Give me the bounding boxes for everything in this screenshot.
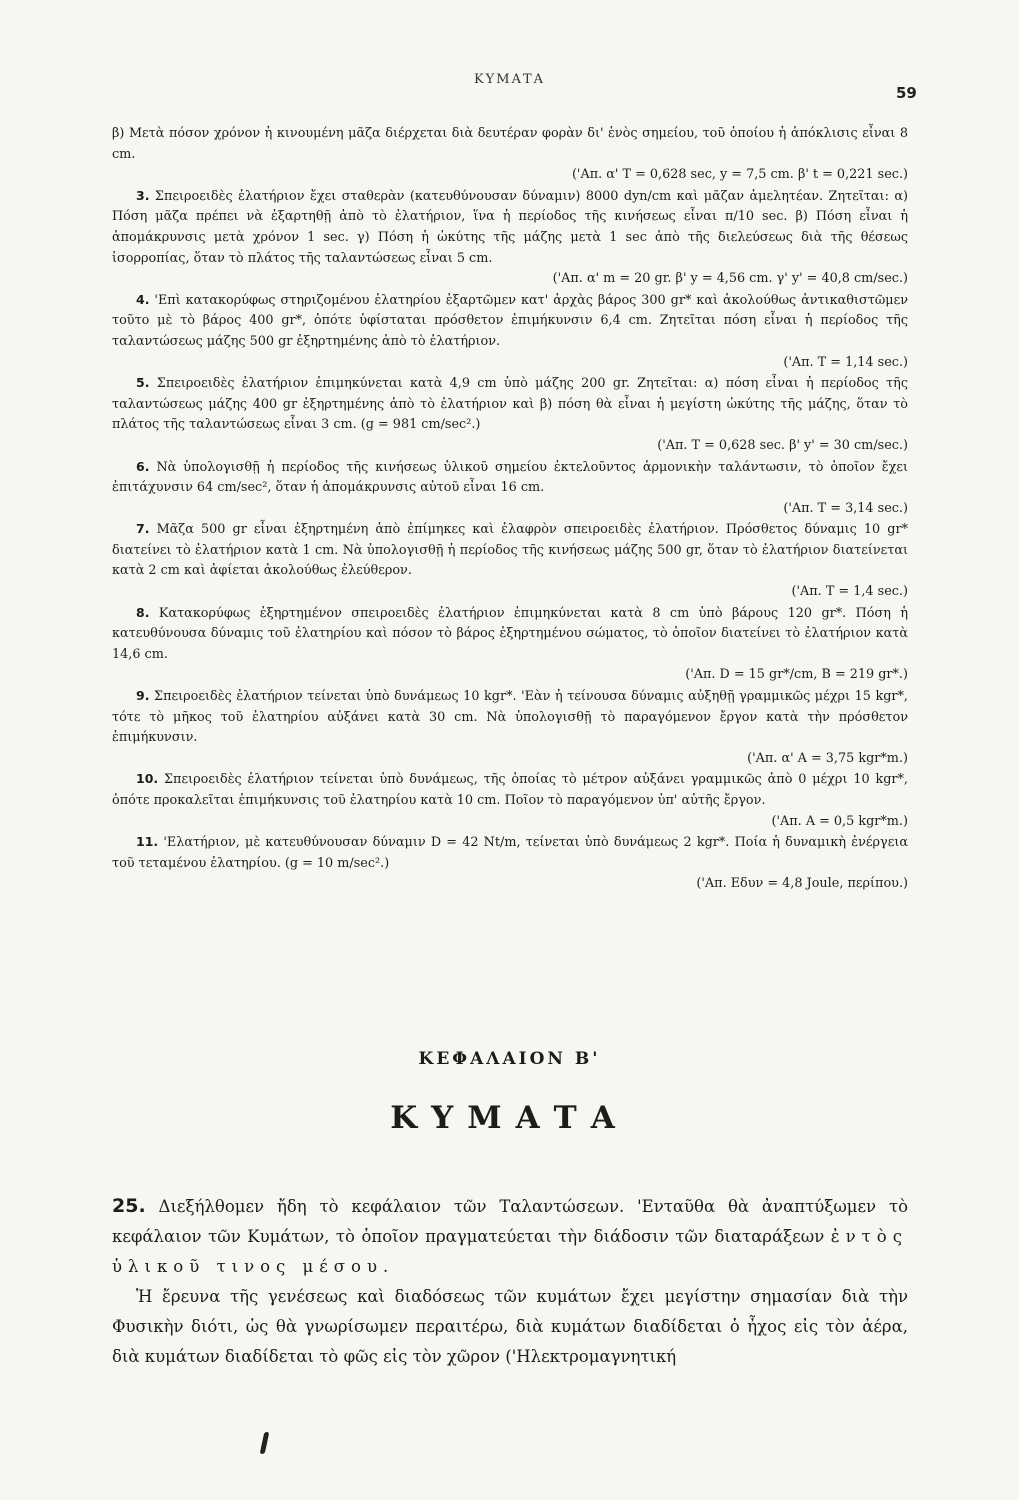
problem-answer: ('Απ. α' m = 20 gr. β' y = 4,56 cm. γ' y' = 40,8 cm/sec.) [552,271,908,287]
problem-5 [112,373,908,436]
problem-11 [112,832,908,874]
problem-number: 5. [136,375,150,391]
problem-6 [112,457,908,499]
problem-4 [112,290,908,353]
emphasized-phrase: ἐντὸς ὑλικοῦ τινος μέσου. [112,1227,908,1276]
problem-text: Μᾶζα 500 gr εἶναι ἐξηρτημένη ἀπὸ ἐπίμηκες καὶ ἐλαφρὸν σπειροειδὲς ἐλατήριον. Πρόσθετος δύναμις 10 gr* διατείνει τὸ ἐλατήριον κατὰ 1 cm. Νὰ ὑπολογισθῇ ἡ περίοδος τῆς κινήσεως μάζης 500 gr, ὅταν τὸ ἐλατήριον διατείνεται κατὰ 2 cm καὶ ἀφίεται ἀκολούθως ἐλεύθερον. [112,522,909,579]
problem-text: Κατακορύφως ἐξηρτημένον σπειροειδὲς ἐλατήριον ἐπιμηκύνεται κατὰ 8 cm ὑπὸ βάρους 120 gr*. Πόση ἡ κατευθύνουσα δύναμις τοῦ ἐλατηρίου καὶ πόσον τὸ βάρος ἐξηρτημένου σώματος, τὸ ὁποῖον διατείνει τὸ ἐλατήριον κατὰ 14,6 cm. [112,605,908,662]
problem-list [112,124,908,895]
running-head: ΚΥΜΑΤΑ [473,72,546,87]
problem-7 [112,519,908,582]
problem-3 [112,186,908,269]
problem-answer: ('Απ. T = 1,4 sec.) [791,584,908,600]
problem-answer: ('Απ. A = 0,5 kgr*m.) [771,813,908,829]
section-number: 25. [112,1195,146,1217]
problem-text: Σπειροειδὲς ἐλατήριον ἐπιμηκύνεται κατὰ 4,9 cm ὑπὸ μάζης 200 gr. Ζητεῖται: α) πόση εἶναι ἡ περίοδος τῆς ταλαντώσεως μάζης 400 gr ἐξηρτημένης ἀπὸ τὸ ἐλατήριον καὶ β) πόση θὰ εἶναι ἡ μεγίστη ὠκύτης τῆς μάζης, ὅταν τὸ πλάτος τῆς ταλαντώσεως εἶναι 3 cm. (g = 981 cm/sec².) [112,376,908,433]
problem-8 [112,603,908,666]
paragraph-text: Διεξήλθομεν ἤδη τὸ κεφάλαιον τῶν Ταλαντώσεων. 'Ενταῦθα θὰ ἀναπτύξωμεν τὸ κεφάλαιον τῶν Κυμάτων, τὸ ὁποῖον πραγματεύεται τὴν διάδοσιν τῶν διαταράξεων [112,1197,909,1246]
problem-answer: ('Απ. Eδυν = 4,8 Joule, περίπου.) [696,876,908,892]
problem-number: 8. [136,604,150,620]
problem-text: Σπειροειδὲς ἐλατήριον τείνεται ὑπὸ δυνάμεως, τῆς ὁποίας τὸ μέτρον αὐξάνει γραμμικῶς ἀπὸ 0 μέχρι 10 kgr*, ὁπότε προκαλεῖται ἐπιμήκυνσις τοῦ ἐλατηρίου κατὰ 10 cm. Ποῖον τὸ παραγόμενον ὑπ' αὐτῆς ἔργον. [112,772,908,808]
problem-answer: ('Απ. T = 1,14 sec.) [783,354,908,370]
problem-number: 7. [136,521,150,537]
problem-9 [112,686,908,749]
problem-answer: ('Απ. D = 15 gr*/cm, B = 219 gr*.) [685,667,908,683]
problem-number: 9. [136,688,150,704]
problem-number: 6. [136,458,150,474]
problem-text: 'Ελατήριον, μὲ κατευθύνουσαν δύναμιν D = 42 Nt/m, τείνεται ὑπὸ δυνάμεως 2 kgr*. Ποία ἡ δυναμικὴ ἐνέργεια τοῦ τεταμένου ἐλατηρίου. (g = 10 m/sec².) [112,835,908,871]
problem-number: 11. [136,834,159,850]
chapter-title: ΚΥΜΑΤΑ [390,1100,629,1136]
chapter-label: ΚΕΦΑΛΑΙΟΝ Β' [418,1049,601,1069]
problem-number: 3. [136,187,150,203]
section-paragraph [112,1282,908,1372]
problem-2b [112,124,908,165]
problem-answer: ('Απ. T = 3,14 sec.) [783,500,908,516]
problem-text: Σπειροειδὲς ἐλατήριον ἔχει σταθερὰν (κατευθύνουσαν δύναμιν) 8000 dyn/cm καὶ μᾶζαν ἀμελητέαν. Ζητεῖται: α) Πόση μᾶζα πρέπει νὰ ἐξαρτηθῇ ἀπὸ τὸ ἐλατήριον, ἵνα ἡ περίοδος τῆς κινήσεως εἶναι π/10 sec. β) Πόση εἶναι ἡ ἀπομάκρυνσις μετὰ χρόνον 1 sec. γ) Πόση ἡ ὠκύτης τῆς μάζης μετὰ 1 sec ἀπὸ τῆς διελεύσεως διὰ τῆς θέσεως ἰσορροπίας, ὅταν τὸ πλάτος τῆς ταλαντώσεως εἶναι 5 cm. [112,188,908,266]
problem-10 [112,769,908,811]
problem-text: β) Μετὰ πόσον χρόνον ἡ κινουμένη μᾶζα διέρχεται διὰ δευτέραν φορὰν δι' ἑνὸς σημείου, τοῦ ὁποίου ἡ ἀπόκλισις εἶναι 8 cm. [112,126,908,162]
page-number: 59 [896,84,917,102]
ink-mark [260,1432,270,1454]
problem-answer: ('Απ. T = 0,628 sec. β' y' = 30 cm/sec.) [657,437,908,453]
section-paragraph [112,1191,908,1282]
problem-number: 10. [136,771,159,787]
problem-number: 4. [136,291,150,307]
problem-answer: ('Απ. α' T = 0,628 sec, y = 7,5 cm. β' t = 0,221 sec.) [571,167,908,183]
problem-text: Νὰ ὑπολογισθῇ ἡ περίοδος τῆς κινήσεως ὑλικοῦ σημείου ἐκτελοῦντος ἁρμονικὴν ταλάντωσιν, τὸ ὁποῖον ἔχει ἐπιτάχυνσιν 64 cm/sec², ὅταν ἡ ἀπομάκρυνσις αὐτοῦ εἶναι 16 cm. [112,459,908,496]
problem-answer: ('Απ. α' A = 3,75 kgr*m.) [747,750,908,766]
problem-text: 'Επὶ κατακορύφως στηριζομένου ἐλατηρίου ἐξαρτῶμεν κατ' ἀρχὰς βάρος 300 gr* καὶ ἀκολούθως ἀντικαθιστῶμεν τοῦτο μὲ τὸ βάρος 400 gr*, ὁπότε ὑφίσταται πρόσθετον ἐπιμήκυνσιν 6,4 cm. Ζητεῖται πόση εἶναι ἡ περίοδος τῆς ταλαντώσεως μάζης 500 gr ἐξηρτημένης ἀπὸ τὸ ἐλατήριον. [112,292,908,349]
paragraph-text: Ἡ ἔρευνα τῆς γενέσεως καὶ διαδόσεως τῶν κυμάτων ἔχει μεγίστην σημασίαν διὰ τὴν Φυσικὴν διότι, ὡς θὰ γνωρίσωμεν περαιτέρω, διὰ κυμάτων διαδίδεται ὁ ἦχος εἰς τὸν ἀέρα, διὰ κυμάτων διαδίδεται τὸ φῶς εἰς τὸν χῶρον ('Ηλεκτρομαγνητική [112,1287,908,1366]
section-body [112,1191,908,1372]
problem-text: Σπειροειδὲς ἐλατήριον τείνεται ὑπὸ δυνάμεως 10 kgr*. 'Εὰν ἡ τείνουσα δύναμις αὐξηθῇ γραμμικῶς μέχρι 15 kgr*, τότε τὸ μῆκος τοῦ ἐλατηρίου αὐξάνει κατὰ 30 cm. Νὰ ὑπολογισθῇ τὸ παραγόμενον ἔργον κατὰ τὴν πρόσθετον ἐπιμήκυνσιν. [112,689,908,746]
